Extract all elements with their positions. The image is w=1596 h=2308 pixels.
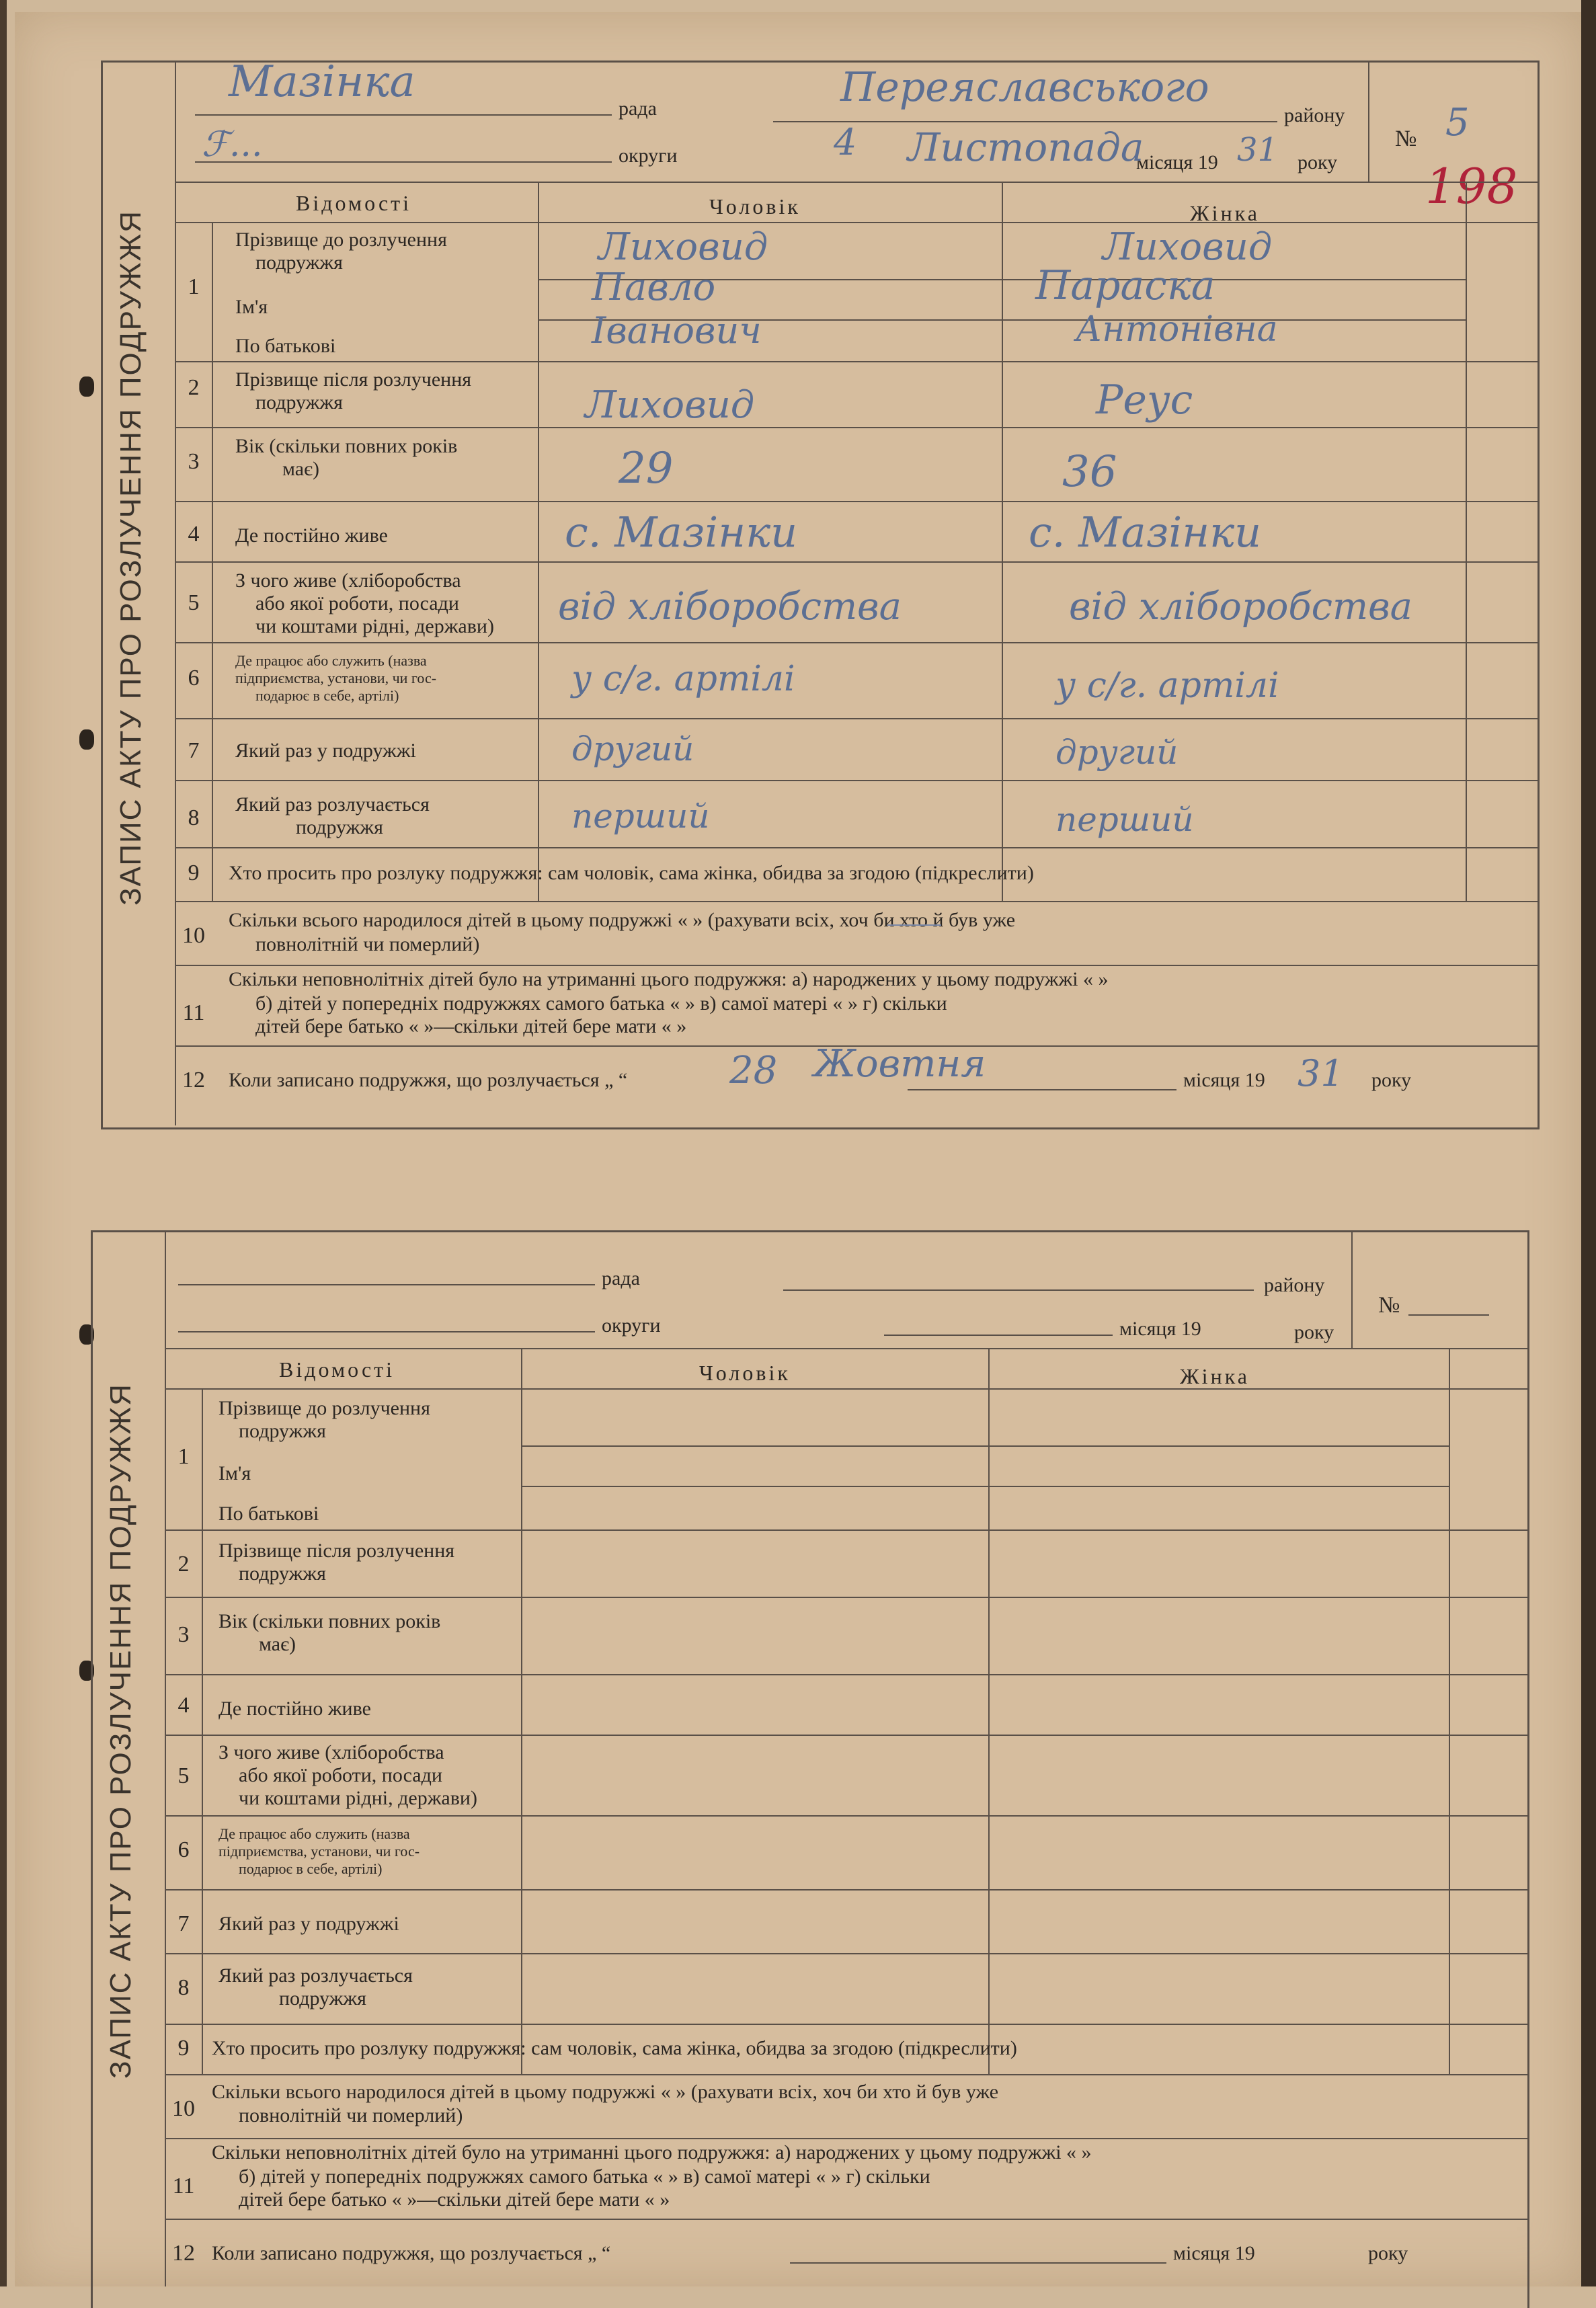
- hw-wife-income: від хліборобства: [1069, 585, 1413, 629]
- hw-wife-divorce: перший: [1055, 800, 1194, 839]
- row6-label-a: Де працює або служить (назва: [218, 1825, 410, 1842]
- hw-husband-patronymic: Іванович: [592, 309, 762, 352]
- row-number: 1: [177, 1444, 190, 1469]
- raion-label: району: [1264, 1274, 1325, 1296]
- rule: [202, 1388, 203, 2074]
- okrugy-label: округи: [602, 1314, 661, 1337]
- rule: [988, 1348, 990, 2074]
- row-number: 3: [177, 1622, 190, 1647]
- row12-year: року: [1371, 1069, 1412, 1091]
- hw-husband-after: Лиховид: [585, 383, 755, 427]
- rule: [165, 2138, 1529, 2139]
- row6-label-b: підприємства, установи, чи гос-: [235, 670, 437, 686]
- rule: [175, 361, 1540, 362]
- rule: [165, 1597, 1529, 1598]
- row-number: 5: [188, 590, 200, 615]
- rule: [195, 114, 612, 116]
- row9-text: Хто просить про розлуку подружжя: сам чоловік, сама жінка, обидва за згодою (підкреслити): [212, 2037, 1017, 2059]
- row11-line1: Скільки неповнолітніх дітей було на утриманні цього подружжя: а) народжених у цьому подружжі « »: [212, 2141, 1092, 2163]
- rule: [178, 1331, 595, 1332]
- hw-month: Листопада: [908, 124, 1144, 170]
- row12-text: Коли записано подружжя, що розлучається „ “: [212, 2242, 611, 2264]
- year-label: року: [1294, 1321, 1334, 1343]
- row2-label-a: Прізвище після розлучення: [235, 368, 472, 391]
- row12-year: року: [1368, 2242, 1408, 2264]
- row-number: 7: [177, 1911, 190, 1936]
- hw-wife-surname: Лиховид: [1103, 225, 1273, 269]
- row12-text: Коли записано подружжя, що розлучається „ “: [229, 1069, 628, 1091]
- rule: [175, 780, 1540, 781]
- row11-line2: б) дітей у попередніх подружжях самого батька « » в) самої матері « » г) скільки: [239, 2165, 930, 2188]
- row2-label-b: подружжя: [255, 391, 343, 413]
- row9-text: Хто просить про розлуку подружжя: сам чоловік, сама жінка, обидва за згодою (підкреслити): [229, 862, 1034, 884]
- hw-wife-work: у с/г. артілі: [1055, 666, 1279, 706]
- rule: [175, 847, 1540, 848]
- row-number: 3: [188, 449, 200, 474]
- number-label: №: [1395, 126, 1417, 151]
- row1-label-patronymic: По батькові: [235, 335, 336, 357]
- row-number: 6: [177, 1837, 190, 1862]
- row-number: 12: [182, 1068, 205, 1092]
- rule: [165, 1953, 1529, 1954]
- row-number: 8: [188, 805, 200, 830]
- row11-line1: Скільки неповнолітніх дітей було на утриманні цього подружжя: а) народжених у цьому подружжі « »: [229, 968, 1109, 990]
- punch-hole: [79, 729, 94, 750]
- rule: [165, 1348, 1529, 1349]
- row5-label-a: З чого живе (хліборобства: [218, 1741, 444, 1763]
- month-label: місяця 19: [1119, 1318, 1201, 1340]
- row-number: 9: [188, 861, 200, 885]
- row-number: 2: [188, 375, 200, 400]
- rule: [175, 222, 1540, 223]
- row1-label-b: подружжя: [255, 251, 343, 274]
- okrugy-label: округи: [619, 145, 678, 167]
- number-label: №: [1378, 1293, 1400, 1318]
- rule: [521, 1348, 522, 2074]
- rule: [165, 1388, 1529, 1390]
- row6-label-a: Де працює або служить (назва: [235, 652, 427, 669]
- form-vertical-title: ЗАПИС АКТУ ПРО РОЗЛУЧЕННЯ ПОДРУЖЖЯ: [114, 210, 147, 906]
- row5-label-b: або якої роботи, посади: [239, 1764, 442, 1786]
- rule: [175, 182, 1540, 183]
- row-number: 4: [177, 1693, 190, 1718]
- divorce-record-form-2: [91, 1230, 1529, 2286]
- rule: [165, 1889, 1529, 1891]
- hw-wife-age: 36: [1062, 447, 1117, 497]
- row1-label-a: Прізвище до розлучення: [235, 229, 447, 251]
- hw-wife-patronymic: Антонівна: [1076, 309, 1278, 350]
- row-number: 5: [177, 1763, 190, 1788]
- hw-rada: Мазінка: [229, 57, 415, 107]
- row-number: 1: [188, 274, 200, 299]
- rule: [790, 2262, 1166, 2264]
- red-register-number: 198: [1425, 158, 1518, 214]
- hw-husband-name: Павло: [592, 266, 716, 309]
- row5-label-a: З чого живе (хліборобства: [235, 569, 461, 592]
- row-number: 12: [172, 2241, 195, 2266]
- row8-label-a: Який раз розлучається: [218, 1964, 413, 1987]
- row11-line2: б) дітей у попередніх подружжях самого батька « » в) самої матері « » г) скільки: [255, 992, 947, 1014]
- rule: [165, 1674, 1529, 1675]
- rule: [175, 642, 1540, 643]
- row-number: 6: [188, 666, 200, 690]
- rada-label: рада: [619, 97, 657, 120]
- hw-wife-name: Параска: [1035, 262, 1215, 309]
- rule: [1002, 182, 1003, 901]
- year-label: року: [1298, 151, 1338, 173]
- rule: [165, 1529, 1529, 1531]
- row8-label-b: подружжя: [279, 1987, 366, 2009]
- hw-husband-age: 29: [619, 444, 674, 493]
- scan-edge-right: [1581, 0, 1596, 2286]
- rule: [175, 427, 1540, 428]
- row-number: 11: [172, 2174, 195, 2198]
- hw-record-day: 28: [729, 1049, 778, 1092]
- row1-label-patronymic: По батькові: [218, 1503, 319, 1525]
- rule: [165, 2219, 1529, 2220]
- row2-label-a: Прізвище після розлучення: [218, 1540, 455, 1562]
- row2-label-b: подружжя: [239, 1562, 326, 1585]
- rule: [783, 1289, 1254, 1291]
- hw-year: 31: [1237, 131, 1279, 169]
- hw-husband-surname: Лиховид: [598, 225, 768, 269]
- row10-line2: повнолітній чи померлий): [239, 2104, 463, 2126]
- hw-number: 5: [1445, 101, 1470, 145]
- row3-label-a: Вік (скільки повних років: [235, 435, 458, 457]
- row3-label-b: має): [259, 1633, 296, 1655]
- row1-label-name: Ім'я: [235, 296, 268, 318]
- row10-line1: Скільки всього народилося дітей в цьому подружжі « » (рахувати всіх, хоч би хто й був уже: [212, 2081, 999, 2103]
- month-label: місяця 19: [1136, 151, 1218, 173]
- row-number: 4: [188, 522, 200, 547]
- col-husband-header: Чоловік: [699, 1361, 791, 1385]
- raion-label: району: [1284, 104, 1345, 126]
- col-wife-header: Жінка: [1190, 201, 1260, 225]
- hw-husband-divorce: перший: [571, 797, 710, 836]
- rule: [521, 1486, 1449, 1487]
- row12-month: місяця 19: [1183, 1069, 1265, 1091]
- rule: [1449, 1348, 1450, 2074]
- hw-wife-after: Реус: [1096, 376, 1193, 424]
- col-wife-header: Жінка: [1180, 1364, 1250, 1388]
- rule: [538, 182, 539, 901]
- col-info-header: Відомості: [279, 1357, 395, 1382]
- row10-line2: повнолітній чи померлий): [255, 933, 480, 955]
- row1-label-name: Ім'я: [218, 1462, 251, 1484]
- row11-line3: дітей бере батько « »—скільки дітей бере мати « »: [239, 2188, 670, 2211]
- rule: [165, 2074, 1529, 2075]
- rule: [175, 901, 1540, 902]
- row-number: 7: [188, 738, 200, 763]
- rule: [175, 965, 1540, 966]
- row10-line1: Скільки всього народилося дітей в цьому подружжі « » (рахувати всіх, хоч би хто й був уже: [229, 909, 1016, 931]
- row7-label: Який раз у подружжі: [235, 740, 416, 762]
- hw-husband-income: від хліборобства: [558, 585, 902, 629]
- rule: [178, 1284, 595, 1285]
- row8-label-a: Який раз розлучається: [235, 793, 430, 815]
- hw-raion: Переяславського: [840, 64, 1209, 111]
- row4-label: Де постійно живе: [235, 524, 388, 547]
- rule: [521, 1445, 1449, 1447]
- row3-label-a: Вік (скільки повних років: [218, 1610, 441, 1632]
- rule: [165, 1815, 1529, 1817]
- row-number: 10: [172, 2096, 195, 2121]
- rule: [1351, 1230, 1353, 1348]
- hw-husband-work: у с/г. артілі: [571, 659, 795, 699]
- row-number: 10: [182, 923, 205, 948]
- row-number: 8: [177, 1975, 190, 2000]
- rule: [1466, 182, 1467, 901]
- row8-label-b: подружжя: [296, 816, 383, 838]
- hw-wife-marriage: другий: [1055, 733, 1179, 772]
- rule: [908, 1089, 1176, 1090]
- row6-label-c: подарює в себе, артілі): [239, 1860, 383, 1877]
- col-info-header: Відомості: [296, 191, 412, 215]
- rule: [175, 561, 1540, 563]
- form-vertical-title: ЗАПИС АКТУ ПРО РОЗЛУЧЕННЯ ПОДРУЖЖЯ: [104, 1383, 137, 2079]
- rule: [884, 1335, 1113, 1336]
- punch-hole: [79, 376, 94, 397]
- col-husband-header: Чоловік: [709, 194, 801, 218]
- row-number: 9: [177, 2036, 190, 2061]
- hw-husband-marriage: другий: [571, 729, 694, 768]
- row11-line3: дітей бере батько « »—скільки дітей бере мати « »: [255, 1015, 687, 1037]
- row6-label-b: підприємства, установи, чи гос-: [218, 1843, 420, 1860]
- divorce-record-form-1: [101, 57, 1540, 1129]
- row6-label-c: подарює в себе, артілі): [255, 687, 399, 704]
- row12-month: місяця 19: [1173, 2242, 1255, 2264]
- row-number: 11: [182, 1000, 205, 1025]
- rule: [175, 718, 1540, 719]
- row7-label: Який раз у подружжі: [218, 1913, 399, 1935]
- hw-wife-live: с. Мазінки: [1029, 508, 1262, 557]
- rule: [1408, 1314, 1489, 1316]
- hw-dash: [887, 924, 941, 926]
- rule: [165, 2024, 1529, 2025]
- hw-record-month: Жовтня: [813, 1042, 986, 1086]
- row-number: 2: [177, 1552, 190, 1577]
- row3-label-b: має): [282, 458, 319, 480]
- row5-label-b: або якої роботи, посади: [255, 592, 459, 614]
- row5-label-c: чи коштами рідні, держави): [255, 615, 494, 637]
- row4-label: Де постійно живе: [218, 1698, 371, 1720]
- row1-label-b: подружжя: [239, 1420, 326, 1442]
- hw-okrug: ℱ...: [202, 124, 263, 165]
- scan-edge-left: [0, 0, 7, 2286]
- rule: [175, 501, 1540, 502]
- rule: [165, 1735, 1529, 1736]
- hw-day: 4: [834, 121, 857, 163]
- rule: [1368, 61, 1369, 182]
- hw-record-year: 31: [1298, 1052, 1344, 1095]
- row1-label-a: Прізвище до розлучення: [218, 1397, 430, 1419]
- rada-label: рада: [602, 1267, 640, 1289]
- row5-label-c: чи коштами рідні, держави): [239, 1787, 477, 1809]
- hw-husband-live: с. Мазінки: [565, 508, 798, 557]
